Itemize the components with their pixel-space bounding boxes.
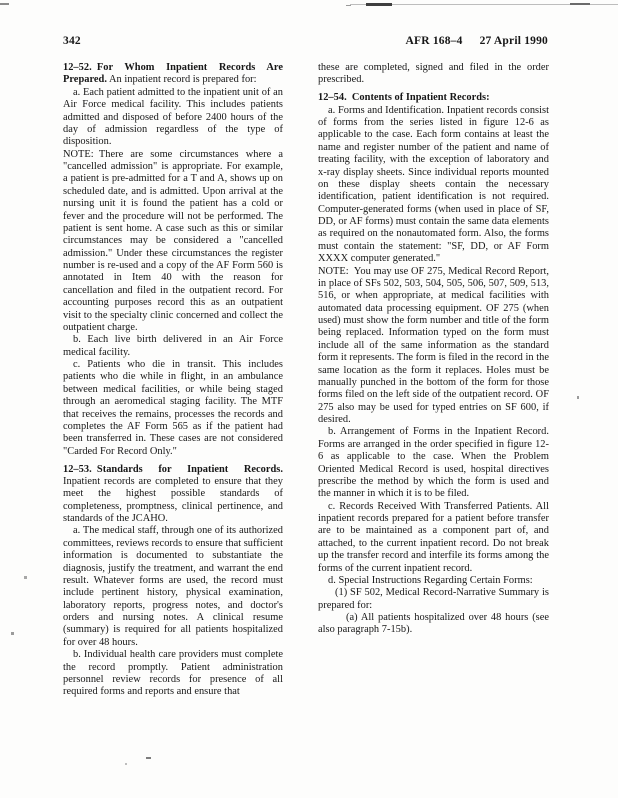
text-run: An inpatient record is prepared for: bbox=[106, 74, 257, 86]
text-run: NOTE: You may use OF 275, Medical Record Report, in place of SFs 502, 503, 504, 505, 506, 507, 509, 513, 516, or when appropriate, at medical facilities with automated data processing equipment. OF 275 (when used) must show the form number and title of the form being replaced. Information typed on the form must include all of the same information as the standard form it represents. The form is filed in the record in the same location as the form it replaces. Holes must be manually punched in the bottom of the form for those forms filed on the left side of the outpatient record. OF 275 also may be used for typed entries on SF 600, if desired. bbox=[318, 265, 549, 425]
scan-artifact-bottom-speck bbox=[125, 763, 127, 765]
text-run: c. Patients who die in transit. This includes patients who die while in flight, in an ambulance between medical facilities, or while being staged through an aeromedical staging facility. The MTF that receives the remains, processes the records and completes the AF Form 565 as if the patient had been transferred in. These cases are not considered "Carded For Record Only." bbox=[63, 359, 283, 457]
scan-artifact-bottom-dash bbox=[146, 757, 151, 759]
para-12-54-d-1 bbox=[318, 587, 549, 612]
para-12-53-heading bbox=[63, 464, 283, 526]
bold-text-run: 12–54. Contents of Inpatient Records: bbox=[318, 92, 490, 104]
text-run: NOTE: There are some circumstances where a "cancelled admission" is appropriate. For example, a patient is pre-admitted for a T and A, shows up on scheduled date, and is admitted. Upon arrival at the nursing unit it is found the patient has a cold or fever and the procedure will not be performed. The patient is sent home. A case such as this or similar circumstances may be considered a "cancelled admission." Under these circumstances the register number is re-used and a copy of the AF Form 560 is annotated in Item 40 with the reason for cancellation and filed in the outpatient record. For accounting purposes record this as an outpatient visit to the specialty clinic concerned and collect the outpatient charge. bbox=[63, 148, 283, 333]
para-12-54-b bbox=[318, 426, 549, 500]
para-12-54-a bbox=[318, 105, 549, 266]
text-run: (1) SF 502, Medical Record-Narrative Summary is prepared for: bbox=[318, 587, 549, 611]
para-12-52-b bbox=[63, 334, 283, 359]
text-run: a. The medical staff, through one of its authorized committees, reviews records to ensure that sufficient information is documented to substantiate the diagnosis, justify the treatment, and warrant the end result. Whatever forms are used, the record must include pertinent history, physical examination, laboratory reports, progress notes, and doctor's orders and nursing notes. A clinical resume (summary) is required for all patients hospitalized for over 48 hours. bbox=[63, 525, 283, 648]
para-12-53-a bbox=[63, 525, 283, 649]
para-12-54-d-1-a bbox=[318, 612, 549, 637]
para-12-54-c bbox=[318, 501, 549, 575]
scan-artifact-top-right-segment bbox=[570, 3, 590, 5]
text-run: b. Each live birth delivered in an Air Force medical facility. bbox=[63, 334, 283, 358]
page-number: 342 bbox=[63, 35, 81, 47]
text-run: (a) All patients hospitalized over 48 hours (see also paragraph 7-15b). bbox=[318, 612, 549, 636]
scan-artifact-top-left-dash bbox=[0, 3, 9, 5]
text-run: a. Forms and Identification. Inpatient records consist of forms from the series listed in figure 12-6 as applicable to the case. Each form contains at least the name and register number of the patient and name of treating facility, with the exception of laboratory and x-ray display sheets. Since individual reports mounted on these display sheets contain the necessary identification, patient identification is not required. Computer-generated forms (when used in place of SF, DD, or AF forms) must contain the same data elements as required on the nonautomated form. Also, the forms must contain the statement: "SF, DD, or AF Form XXXX computer generated." bbox=[318, 104, 549, 265]
para-continuation bbox=[318, 62, 549, 87]
para-12-54-d bbox=[318, 575, 549, 587]
scan-artifact-top-dark-segment bbox=[366, 3, 392, 6]
scan-artifact-speck-left-2 bbox=[11, 632, 14, 635]
left-column bbox=[63, 62, 283, 699]
para-12-52-a bbox=[63, 87, 283, 149]
header-date: 27 April 1990 bbox=[479, 35, 548, 47]
text-run: c. Records Received With Transferred Patients. All inpatient records prepared for a patient before transfer are to be maintained as a component part of, and attached, to the current inpatient record. Do not break up the transfer record and interfile its forms among the forms of the current inpatient record. bbox=[318, 500, 549, 574]
text-run: Inpatient records are completed to ensure that they meet the highest possible standards of completeness, promptness, clinical pertinence, and standards of the JCAHO. bbox=[63, 475, 283, 524]
para-12-52-c bbox=[63, 359, 283, 458]
right-column bbox=[318, 62, 549, 637]
text-run: these are completed, signed and filed in the order prescribed. bbox=[318, 62, 549, 86]
para-12-52-note bbox=[63, 149, 283, 335]
scan-artifact-speck-right bbox=[577, 396, 579, 399]
text-run: b. Arrangement of Forms in the Inpatient Record. Forms are arranged in the order specified in figure 12-6 as applicable to the case. When the Problem Oriented Medical Record is used, hospital directives prescribe the method by which the form is used and the manner in which it is to be filed. bbox=[318, 426, 549, 500]
bold-text-run: 12–53. Standards for Inpatient Records. bbox=[63, 463, 283, 475]
text-run: d. Special Instructions Regarding Certain Forms: bbox=[328, 574, 533, 586]
para-12-54-heading bbox=[318, 92, 549, 104]
page-header-right bbox=[406, 35, 548, 47]
para-12-54-note bbox=[318, 266, 549, 427]
regulation-number: AFR 168–4 bbox=[405, 35, 463, 47]
para-12-53-b bbox=[63, 649, 283, 699]
para-12-52-heading bbox=[63, 62, 283, 87]
scan-artifact-top-dots bbox=[346, 5, 351, 6]
scan-artifact-speck-left-1 bbox=[24, 576, 27, 579]
bold-text-run: 12–52. For Whom Inpatient Records Are Prepared. bbox=[63, 62, 283, 86]
text-run: a. Each patient admitted to the inpatient unit of an Air Force medical facility. This includes patients admitted and disposed of before 2400 hours of the day of admission regardless of the type of disposition. bbox=[63, 86, 283, 148]
text-run: b. Individual health care providers must complete the record promptly. Patient administration personnel review records for presence of all required forms and reports and ensure that bbox=[63, 649, 283, 698]
